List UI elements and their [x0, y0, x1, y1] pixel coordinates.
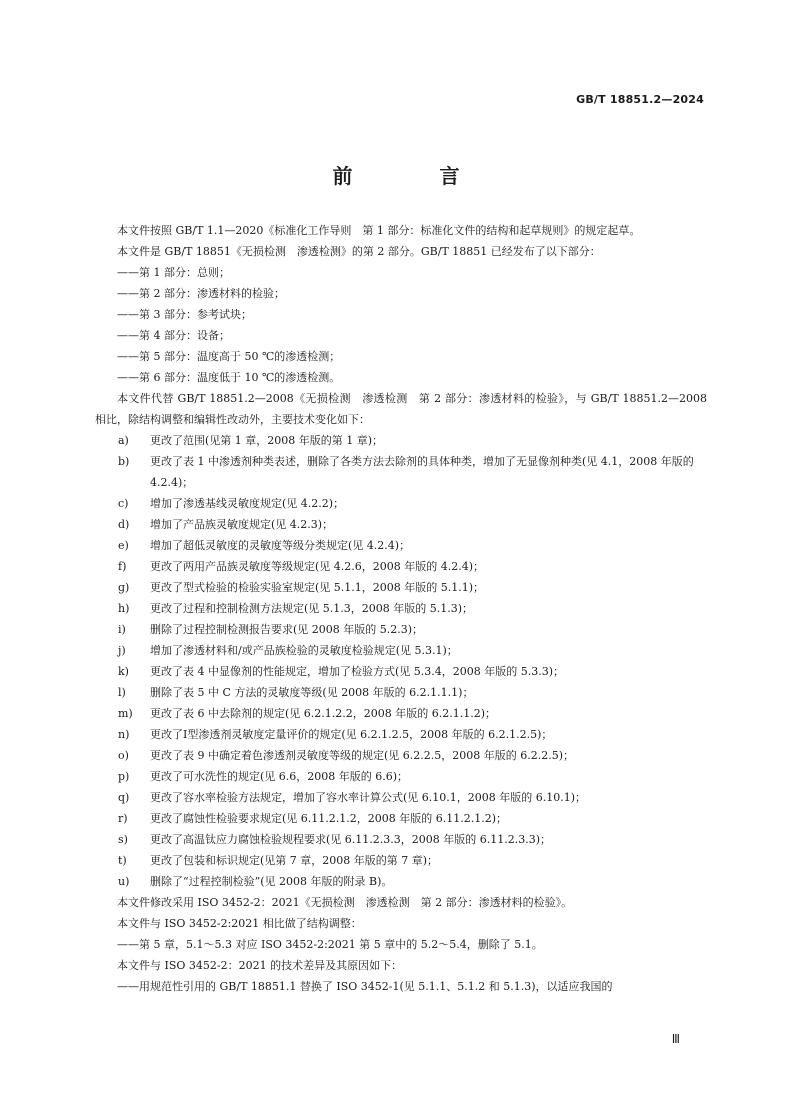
list-item	[95, 703, 707, 724]
item-text: 删除了“过程控制检验”(见 2008 年版的附录 B)。	[150, 875, 393, 888]
list-item	[95, 808, 707, 829]
intro-paragraph-1: 本文件按照 GB/T 1.1—2020《标准化工作导则 第 1 部分：标准化文件的结构和起草规则》的规定起草。	[117, 224, 641, 237]
list-item	[95, 640, 707, 661]
changes-list	[95, 430, 707, 892]
list-item	[95, 787, 707, 808]
item-text: 增加了产品族灵敏度规定(见 4.2.3)；	[150, 518, 334, 531]
item-text: 更改了Ⅰ型渗透剂灵敏度定量评价的规定(见 6.2.1.2.5，2008 年版的 6.2.1.2.5)；	[150, 728, 553, 741]
list-item: ——第 6 部分：温度低于 10 ℃的渗透检测。	[117, 371, 341, 384]
item-text: 更改了高温钛应力腐蚀检验规程要求(见 6.11.2.3.3，2008 年版的 6.11.2.3.3)；	[150, 833, 552, 846]
item-text: 更改了范围(见第 1 章，2008 年版的第 1 章)；	[150, 434, 384, 447]
tech-diff-paragraph: 本文件与 ISO 3452-2：2021 的技术差异及其原因如下：	[117, 959, 403, 972]
list-item	[95, 871, 707, 892]
item-text: 更改了可水洗性的规定(见 6.6，2008 年版的 6.6)；	[150, 770, 409, 783]
list-item: ——第 2 部分：渗透材料的检验；	[117, 287, 285, 300]
list-item	[95, 619, 707, 640]
tech-item: ——用规范性引用的 GB/T 18851.1 替换了 ISO 3452-1(见 5.1.1、5.1.2 和 5.1.3)，以适应我国的	[117, 980, 613, 993]
item-label: o)	[118, 749, 129, 762]
structure-adjust-paragraph: 本文件与 ISO 3452-2:2021 相比做了结构调整：	[117, 917, 362, 930]
list-item	[95, 682, 707, 703]
list-item	[95, 556, 707, 577]
item-label: e)	[118, 539, 129, 552]
list-item	[95, 829, 707, 850]
list-item	[95, 577, 707, 598]
item-label: s)	[118, 833, 128, 846]
item-text: 更改了包装和标识规定(见第 7 章，2008 年版的第 7 章)；	[150, 854, 439, 867]
item-text: 更改了表 6 中去除剂的规定(见 6.2.1.2.2，2008 年版的 6.2.1.1.2)；	[150, 707, 497, 720]
list-item	[95, 430, 707, 451]
list-item	[95, 493, 707, 514]
list-item	[95, 745, 707, 766]
list-item	[95, 598, 707, 619]
item-text: 更改了表 1 中渗透剂种类表述，删除了各类方法去除剂的具体种类，增加了无显像剂种类(见 4.1，2008 年版的 4.2.4)；	[150, 455, 694, 489]
page-number: Ⅲ	[671, 1032, 680, 1046]
list-item	[95, 724, 707, 745]
list-item: ——第 1 部分：总则；	[117, 266, 230, 279]
list-item	[95, 850, 707, 871]
list-item: ——第 3 部分：参考试块；	[117, 308, 252, 321]
item-label: p)	[118, 770, 130, 783]
item-label: g)	[118, 581, 130, 594]
item-text: 删除了过程控制检测报告要求(见 2008 年版的 5.2.3)；	[150, 623, 424, 636]
item-label: q)	[118, 791, 130, 804]
item-label: f)	[118, 560, 127, 573]
item-label: k)	[118, 665, 129, 678]
item-label: c)	[118, 497, 129, 510]
list-item	[95, 661, 707, 682]
item-label: l)	[118, 686, 126, 699]
item-text: 增加了超低灵敏度的灵敏度等级分类规定(见 4.2.4)；	[150, 539, 411, 552]
item-text: 更改了腐蚀性检验要求规定(见 6.11.2.1.2，2008 年版的 6.11.2.1.2)；	[150, 812, 508, 825]
item-label: j)	[118, 644, 126, 657]
item-text: 删除了表 5 中 C 方法的灵敏度等级(见 2008 年版的 6.2.1.1.1)；	[150, 686, 474, 699]
item-label: i)	[118, 623, 126, 636]
intro-paragraph-2: 本文件是 GB/T 18851《无损检测 渗透检测》的第 2 部分。GB/T 18851 已经发布了以下部分：	[117, 245, 601, 258]
list-item	[95, 451, 707, 493]
list-item	[95, 766, 707, 787]
item-text: 更改了过程和控制检测方法规定(见 5.1.3，2008 年版的 5.1.3)；	[150, 602, 474, 615]
list-item: ——第 4 部分：设备；	[117, 329, 230, 342]
page-title: 前 言	[332, 164, 500, 188]
item-text: 更改了表 9 中确定着色渗透剂灵敏度等级的规定(见 6.2.2.5，2008 年版的 6.2.2.5)；	[150, 749, 575, 762]
document-body	[95, 220, 707, 997]
list-item	[95, 535, 707, 556]
item-label: d)	[118, 518, 130, 531]
replace-paragraph: 本文件代替 GB/T 18851.2—2008《无损检测 渗透检测 第 2 部分：渗透材料的检验》，与 GB/T 18851.2—2008 相比，除结构调整和编辑性改动外，主要技术变化如下：	[95, 392, 707, 426]
list-item: ——第 5 部分：温度高于 50 ℃的渗透检测；	[117, 350, 341, 363]
item-label: b)	[118, 455, 130, 468]
item-text: 更改了型式检验的检验实验室规定(见 5.1.1，2008 年版的 5.1.1)；	[150, 581, 485, 594]
iso-modify-paragraph: 本文件修改采用 ISO 3452-2：2021《无损检测 渗透检测 第 2 部分：渗透材料的检验》。	[117, 896, 573, 909]
item-label: u)	[118, 875, 130, 888]
structure-item: ——第 5 章，5.1～5.3 对应 ISO 3452-2:2021 第 5 章中的 5.2～5.4，删除了 5.1。	[117, 938, 543, 951]
item-label: a)	[118, 434, 129, 447]
item-label: h)	[118, 602, 130, 615]
item-label: r)	[118, 812, 128, 825]
item-text: 更改了表 4 中显像剂的性能规定，增加了检验方式(见 5.3.4，2008 年版的 5.3.3)；	[150, 665, 565, 678]
item-text: 更改了容水率检验方法规定，增加了容水率计算公式(见 6.10.1，2008 年版的 6.10.1)；	[150, 791, 587, 804]
list-item	[95, 514, 707, 535]
standard-code: GB/T 18851.2—2024	[576, 93, 704, 106]
item-text: 增加了渗透材料和/或产品族检验的灵敏度检验规定(见 5.3.1)；	[150, 644, 458, 657]
item-label: t)	[118, 854, 127, 867]
item-text: 增加了渗透基线灵敏度规定(见 4.2.2)；	[150, 497, 345, 510]
item-text: 更改了两用产品族灵敏度等级规定(见 4.2.6，2008 年版的 4.2.4)；	[150, 560, 485, 573]
parts-list	[95, 262, 707, 388]
item-label: n)	[118, 728, 130, 741]
item-label: m)	[118, 707, 133, 720]
